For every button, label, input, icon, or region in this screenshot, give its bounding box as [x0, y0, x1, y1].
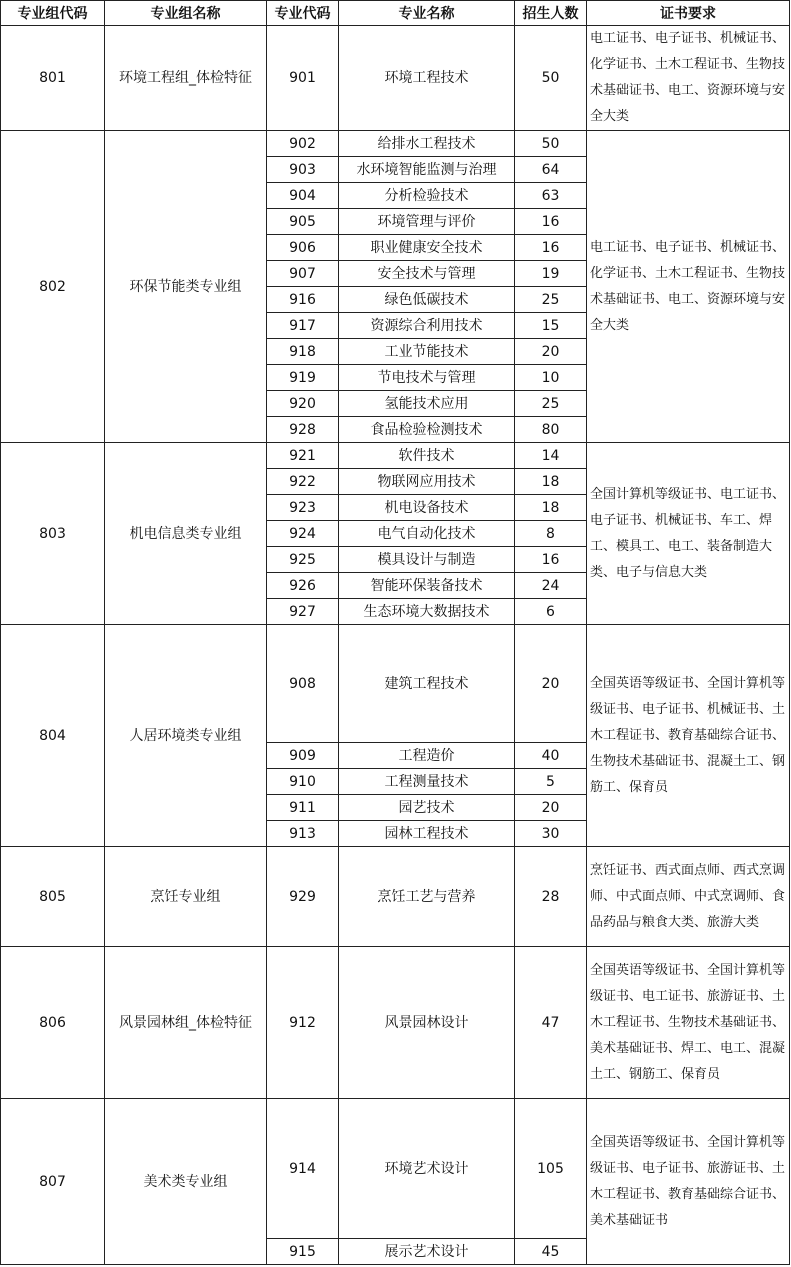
header-row — [1, 1, 790, 26]
major-name-cell: 机电设备技术 — [339, 495, 515, 521]
group-code-cell: 802 — [1, 131, 105, 443]
enrollment-count-cell: 50 — [515, 26, 587, 131]
major-code-cell: 905 — [267, 209, 339, 235]
cert-requirement-cell: 电工证书、电子证书、机械证书、化学证书、土木工程证书、生物技术基础证书、电工、资源环境与安全大类 — [587, 26, 790, 131]
major-name-cell: 工程测量技术 — [339, 769, 515, 795]
major-name-cell: 职业健康安全技术 — [339, 235, 515, 261]
major-name-cell: 工业节能技术 — [339, 339, 515, 365]
major-name-cell: 分析检验技术 — [339, 183, 515, 209]
major-name-cell: 智能环保装备技术 — [339, 573, 515, 599]
group-name-cell: 环保节能类专业组 — [105, 131, 267, 443]
major-name-cell: 园艺技术 — [339, 795, 515, 821]
major-code-cell: 927 — [267, 599, 339, 625]
enrollment-count-cell: 30 — [515, 821, 587, 847]
major-name-cell: 给排水工程技术 — [339, 131, 515, 157]
major-name-cell: 展示艺术设计 — [339, 1239, 515, 1265]
header-major-name: 专业名称 — [339, 1, 515, 26]
major-code-cell: 926 — [267, 573, 339, 599]
group-code-cell: 805 — [1, 847, 105, 947]
major-name-cell: 园林工程技术 — [339, 821, 515, 847]
table-row — [1, 26, 790, 131]
major-code-cell: 925 — [267, 547, 339, 573]
group-name-cell: 美术类专业组 — [105, 1099, 267, 1265]
major-name-cell: 资源综合利用技术 — [339, 313, 515, 339]
major-code-cell: 914 — [267, 1099, 339, 1239]
enrollment-count-cell: 6 — [515, 599, 587, 625]
major-code-cell: 919 — [267, 365, 339, 391]
enrollment-count-cell: 8 — [515, 521, 587, 547]
enrollment-count-cell: 50 — [515, 131, 587, 157]
enrollment-count-cell: 64 — [515, 157, 587, 183]
major-code-cell: 911 — [267, 795, 339, 821]
group-code-cell: 803 — [1, 443, 105, 625]
enrollment-count-cell: 45 — [515, 1239, 587, 1265]
header-group-name: 专业组名称 — [105, 1, 267, 26]
major-name-cell: 风景园林设计 — [339, 947, 515, 1099]
enrollment-count-cell: 16 — [515, 547, 587, 573]
cert-requirement-cell: 烹饪证书、西式面点师、西式烹调师、中式面点师、中式烹调师、食品药品与粮食大类、旅游大类 — [587, 847, 790, 947]
cert-requirement-cell: 全国英语等级证书、全国计算机等级证书、电子证书、旅游证书、土木工程证书、教育基础综合证书、美术基础证书 — [587, 1099, 790, 1265]
table-row — [1, 847, 790, 947]
cert-requirement-cell: 全国计算机等级证书、电工证书、电子证书、机械证书、车工、焊工、模具工、电工、装备制造大类、电子与信息大类 — [587, 443, 790, 625]
enrollment-count-cell: 40 — [515, 743, 587, 769]
group-code-cell: 804 — [1, 625, 105, 847]
major-code-cell: 907 — [267, 261, 339, 287]
group-name-cell: 人居环境类专业组 — [105, 625, 267, 847]
major-name-cell: 软件技术 — [339, 443, 515, 469]
group-code-cell: 807 — [1, 1099, 105, 1265]
major-code-cell: 916 — [267, 287, 339, 313]
table-row — [1, 443, 790, 469]
enrollment-count-cell: 18 — [515, 495, 587, 521]
enrollment-count-cell: 10 — [515, 365, 587, 391]
major-code-cell: 918 — [267, 339, 339, 365]
major-name-cell: 食品检验检测技术 — [339, 417, 515, 443]
enrollment-count-cell: 19 — [515, 261, 587, 287]
major-name-cell: 节电技术与管理 — [339, 365, 515, 391]
major-name-cell: 建筑工程技术 — [339, 625, 515, 743]
cert-requirement-cell: 电工证书、电子证书、机械证书、化学证书、土木工程证书、生物技术基础证书、电工、资源环境与安全大类 — [587, 131, 790, 443]
enrollment-count-cell: 25 — [515, 287, 587, 313]
enrollment-count-cell: 15 — [515, 313, 587, 339]
enrollment-count-cell: 20 — [515, 339, 587, 365]
major-code-cell: 904 — [267, 183, 339, 209]
major-code-cell: 920 — [267, 391, 339, 417]
major-code-cell: 906 — [267, 235, 339, 261]
major-name-cell: 烹饪工艺与营养 — [339, 847, 515, 947]
enrollment-count-cell: 63 — [515, 183, 587, 209]
major-code-cell: 923 — [267, 495, 339, 521]
header-major-code: 专业代码 — [267, 1, 339, 26]
group-code-cell: 806 — [1, 947, 105, 1099]
major-name-cell: 绿色低碳技术 — [339, 287, 515, 313]
enrollment-count-cell: 16 — [515, 209, 587, 235]
major-code-cell: 915 — [267, 1239, 339, 1265]
enrollment-count-cell: 25 — [515, 391, 587, 417]
table-body — [1, 26, 790, 1265]
header-cert-req: 证书要求 — [587, 1, 790, 26]
major-code-cell: 910 — [267, 769, 339, 795]
enrollment-count-cell: 14 — [515, 443, 587, 469]
major-code-cell: 928 — [267, 417, 339, 443]
major-name-cell: 物联网应用技术 — [339, 469, 515, 495]
major-code-cell: 917 — [267, 313, 339, 339]
group-code-cell: 801 — [1, 26, 105, 131]
major-name-cell: 生态环境大数据技术 — [339, 599, 515, 625]
major-code-cell: 901 — [267, 26, 339, 131]
major-name-cell: 工程造价 — [339, 743, 515, 769]
major-code-cell: 908 — [267, 625, 339, 743]
group-name-cell: 机电信息类专业组 — [105, 443, 267, 625]
major-code-cell: 929 — [267, 847, 339, 947]
major-name-cell: 模具设计与制造 — [339, 547, 515, 573]
major-code-cell: 912 — [267, 947, 339, 1099]
header-enrollment: 招生人数 — [515, 1, 587, 26]
major-name-cell: 电气自动化技术 — [339, 521, 515, 547]
table-row — [1, 1099, 790, 1239]
enrollment-count-cell: 105 — [515, 1099, 587, 1239]
major-name-cell: 环境工程技术 — [339, 26, 515, 131]
major-code-cell: 924 — [267, 521, 339, 547]
cert-requirement-cell: 全国英语等级证书、全国计算机等级证书、电工证书、旅游证书、土木工程证书、生物技术基础证书、美术基础证书、焊工、电工、混凝土工、钢筋工、保育员 — [587, 947, 790, 1099]
major-name-cell: 水环境智能监测与治理 — [339, 157, 515, 183]
table-row — [1, 947, 790, 1099]
major-name-cell: 氢能技术应用 — [339, 391, 515, 417]
major-code-cell: 902 — [267, 131, 339, 157]
major-code-cell: 922 — [267, 469, 339, 495]
major-code-cell: 921 — [267, 443, 339, 469]
table-row — [1, 625, 790, 743]
cert-requirement-cell: 全国英语等级证书、全国计算机等级证书、电子证书、机械证书、土木工程证书、教育基础综合证书、生物技术基础证书、混凝土工、钢筋工、保育员 — [587, 625, 790, 847]
major-name-cell: 环境艺术设计 — [339, 1099, 515, 1239]
enrollment-count-cell: 47 — [515, 947, 587, 1099]
header-group-code: 专业组代码 — [1, 1, 105, 26]
major-name-cell: 安全技术与管理 — [339, 261, 515, 287]
major-code-cell: 903 — [267, 157, 339, 183]
enrollment-count-cell: 20 — [515, 795, 587, 821]
major-code-cell: 913 — [267, 821, 339, 847]
enrollment-count-cell: 24 — [515, 573, 587, 599]
major-code-cell: 909 — [267, 743, 339, 769]
group-name-cell: 风景园林组_体检特征 — [105, 947, 267, 1099]
enrollment-count-cell: 16 — [515, 235, 587, 261]
table-row — [1, 131, 790, 157]
group-name-cell: 环境工程组_体检特征 — [105, 26, 267, 131]
enrollment-count-cell: 80 — [515, 417, 587, 443]
enrollment-count-cell: 28 — [515, 847, 587, 947]
enrollment-count-cell: 5 — [515, 769, 587, 795]
enrollment-count-cell: 20 — [515, 625, 587, 743]
major-name-cell: 环境管理与评价 — [339, 209, 515, 235]
enrollment-count-cell: 18 — [515, 469, 587, 495]
group-name-cell: 烹饪专业组 — [105, 847, 267, 947]
